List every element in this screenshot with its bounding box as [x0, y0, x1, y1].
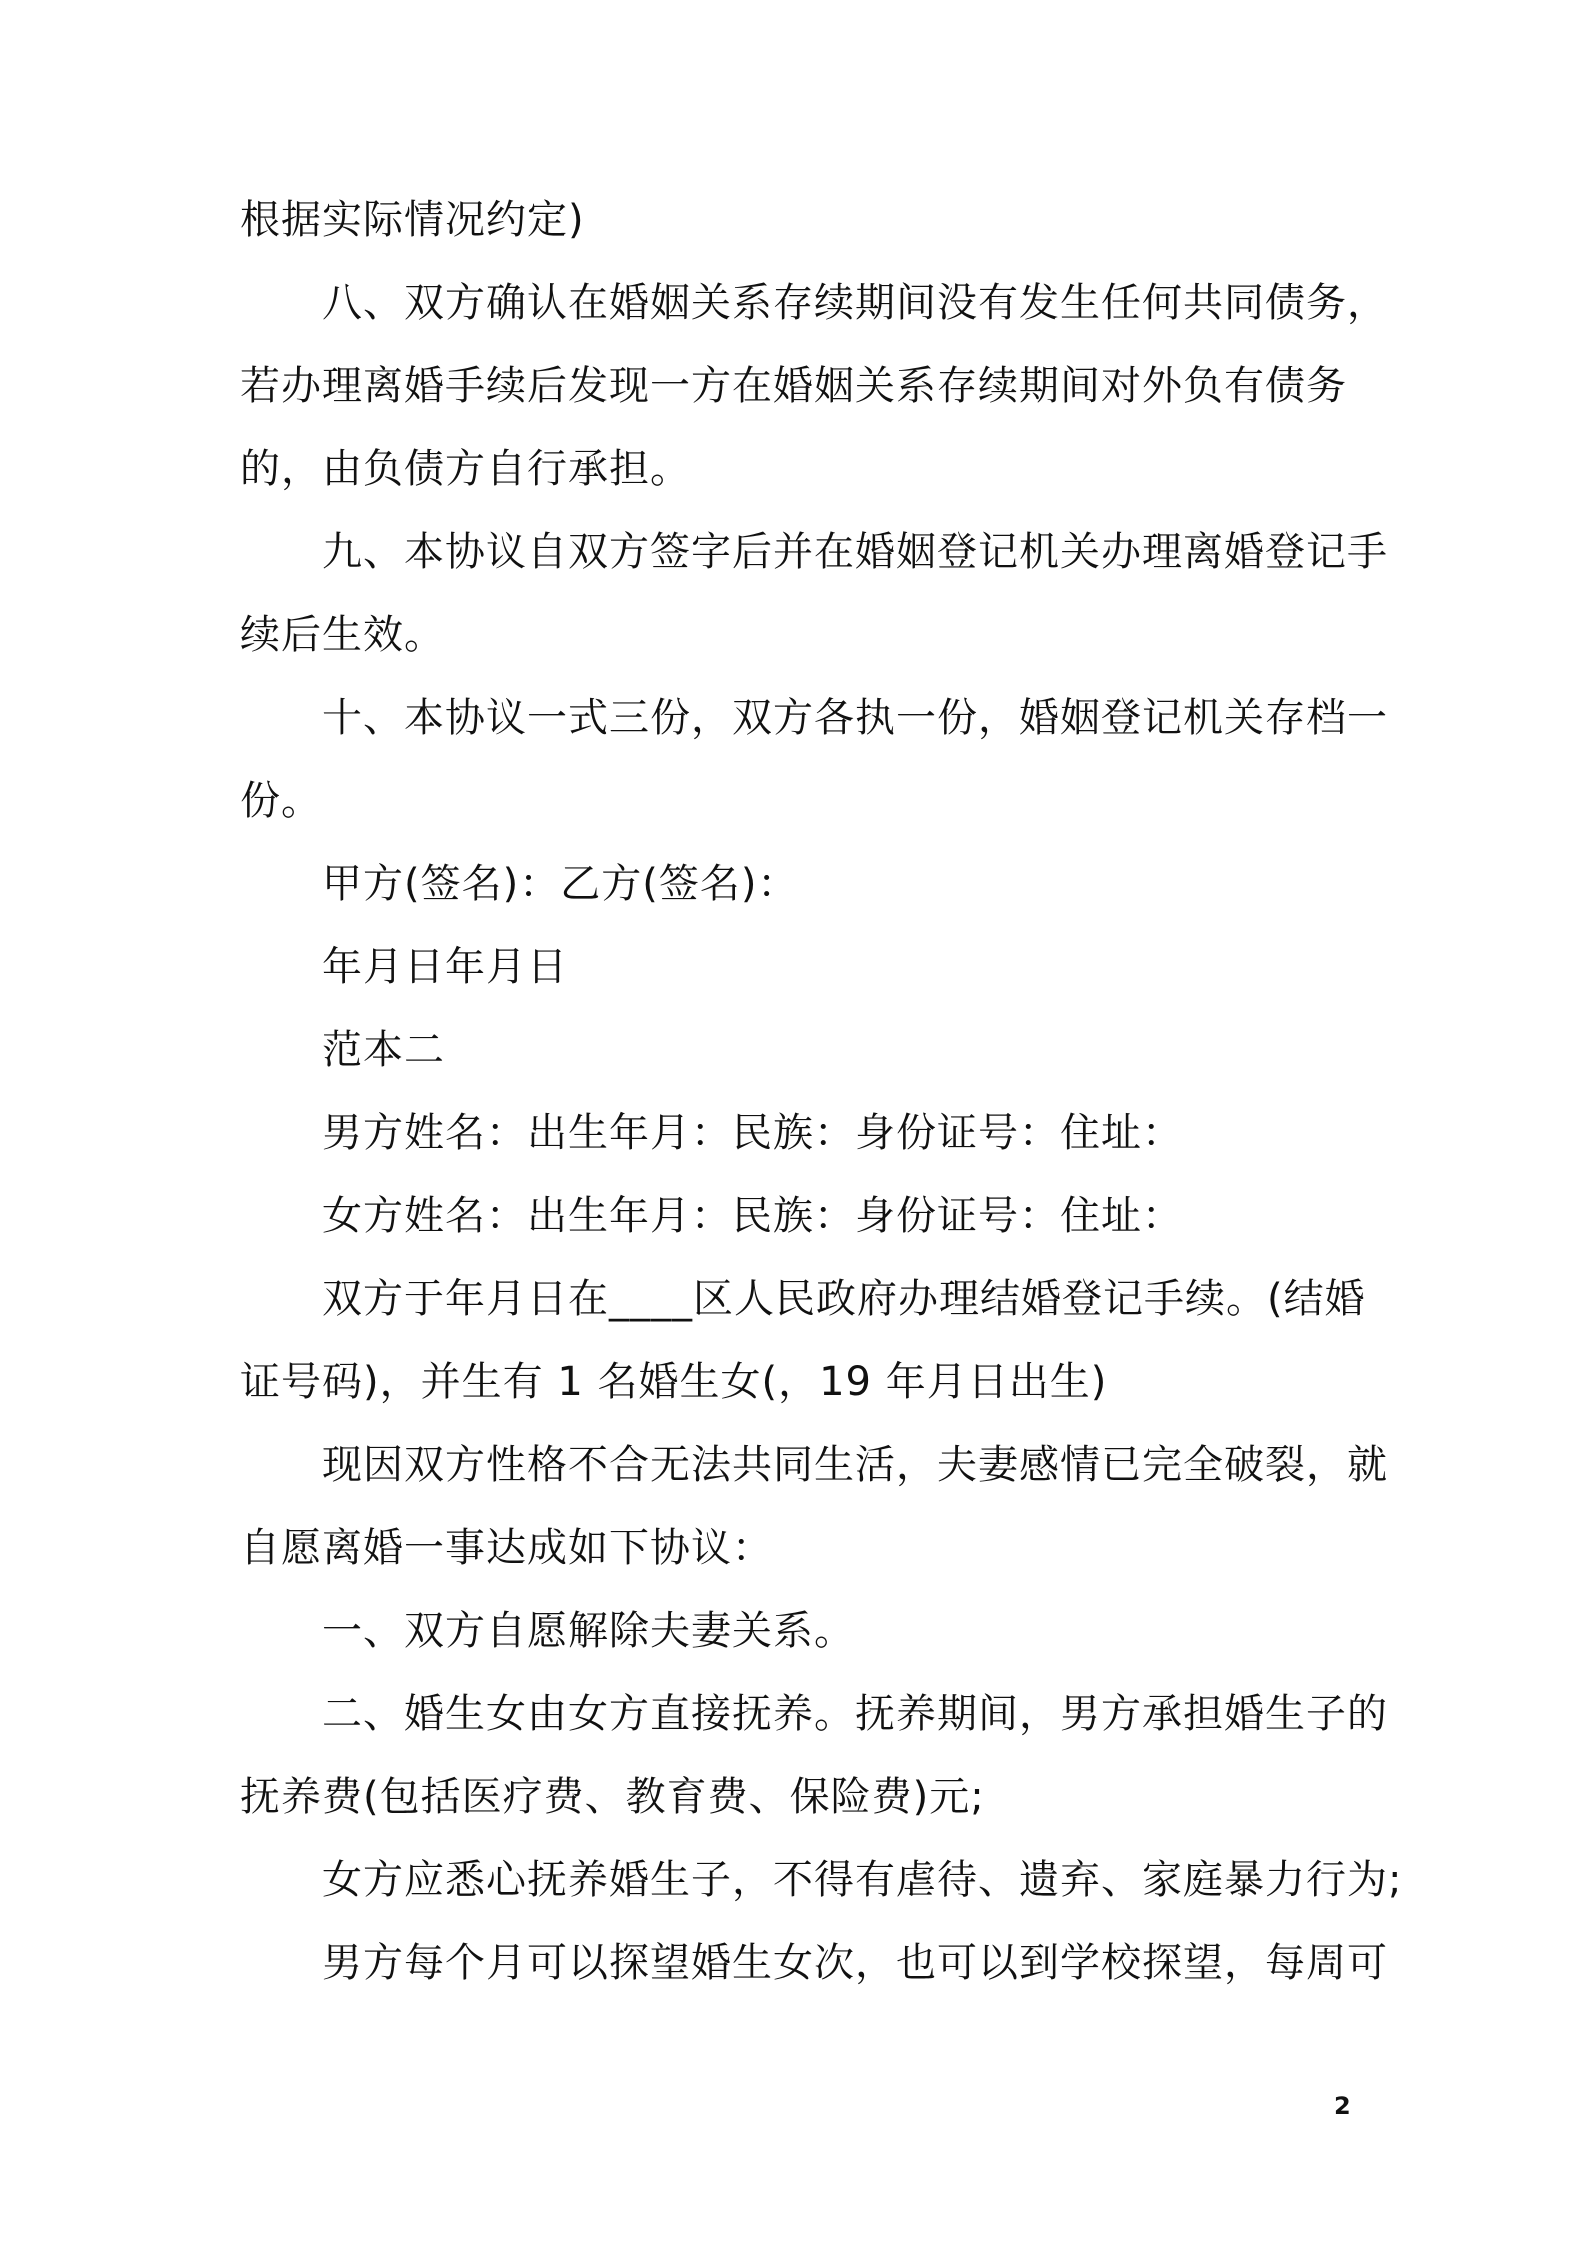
- page-number: 2: [1334, 2092, 1351, 2120]
- text-line: 份。: [240, 778, 322, 824]
- text-line: 二、婚生女由女方直接抚养。抚养期间，男方承担婚生子的: [322, 1691, 1388, 1737]
- text-line: 男方姓名：出生年月：民族：身份证号：住址：: [322, 1110, 1183, 1156]
- text-line: 证号码)，并生有 1 名婚生女(，19 年月日出生): [240, 1359, 1108, 1405]
- text-line: 现因双方性格不合无法共同生活，夫妻感情已完全破裂，就: [322, 1442, 1388, 1488]
- text-line: 男方每个月可以探望婚生女次，也可以到学校探望，每周可: [322, 1940, 1388, 1986]
- text-line: 年月日年月日: [322, 944, 568, 990]
- text-line: 自愿离婚一事达成如下协议：: [240, 1525, 773, 1571]
- text-line: 双方于年月日在____区人民政府办理结婚登记手续。(结婚: [322, 1276, 1366, 1322]
- text-line: 续后生效。: [240, 612, 445, 658]
- text-line: 九、本协议自双方签字后并在婚姻登记机关办理离婚登记手: [322, 529, 1388, 575]
- text-line: 甲方(签名)：乙方(签名)：: [322, 861, 799, 907]
- text-line: 女方应悉心抚养婚生子，不得有虐待、遗弃、家庭暴力行为;: [322, 1857, 1403, 1903]
- section-heading: 范本二: [322, 1027, 445, 1073]
- text-line: 一、双方自愿解除夫妻关系。: [322, 1608, 855, 1654]
- text-line: 女方姓名：出生年月：民族：身份证号：住址：: [322, 1193, 1183, 1239]
- text-line: 十、本协议一式三份，双方各执一份，婚姻登记机关存档一: [322, 695, 1388, 741]
- text-line: 根据实际情况约定): [240, 197, 585, 243]
- text-line: 八、双方确认在婚姻关系存续期间没有发生任何共同债务，: [322, 280, 1388, 326]
- text-line: 抚养费(包括医疗费、教育费、保险费)元;: [240, 1774, 985, 1820]
- text-line: 若办理离婚手续后发现一方在婚姻关系存续期间对外负有债务: [240, 363, 1347, 409]
- text-line: 的，由负债方自行承担。: [240, 446, 691, 492]
